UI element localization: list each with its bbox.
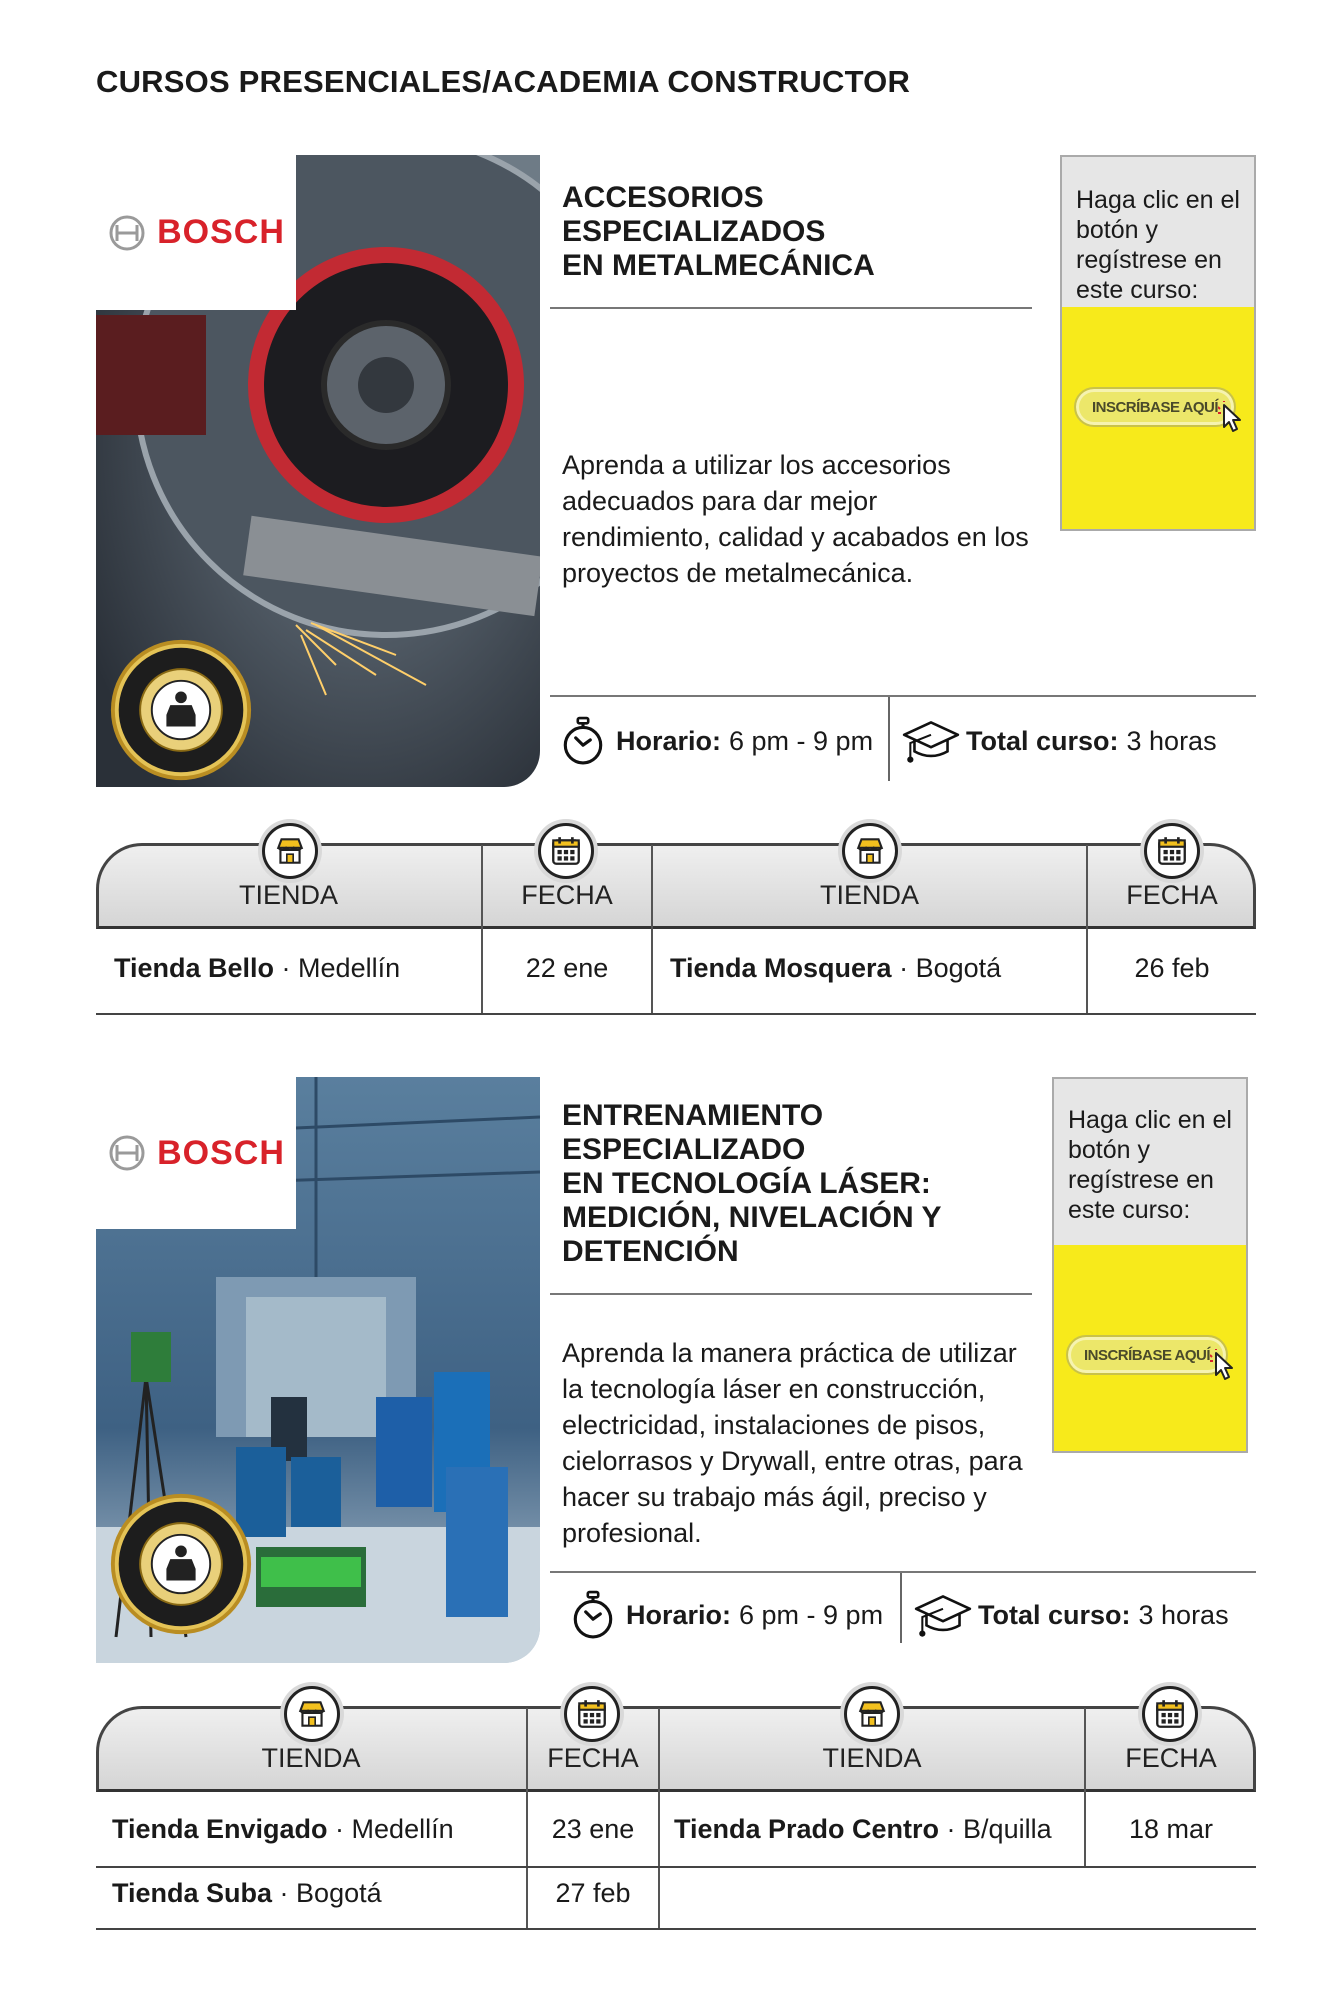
divider	[550, 307, 1032, 309]
column-header-date: FECHA	[1125, 1743, 1217, 1773]
course-photo-grinder	[96, 155, 540, 787]
course-card-2	[96, 1077, 1256, 1663]
column-header-store: TIENDA	[238, 880, 338, 910]
table-cell-store: Tienda Bello · Medellín	[114, 953, 401, 983]
column-header-store: TIENDA	[819, 880, 919, 910]
divider	[550, 695, 1256, 697]
store-icon	[842, 823, 898, 879]
table-cell-store: Tienda Prado Centro · B/quilla	[674, 1814, 1052, 1844]
calendar-icon	[1142, 1686, 1198, 1742]
certificate-badge	[108, 637, 254, 783]
table-cell-store: Tienda Mosquera · Bogotá	[670, 953, 1002, 983]
divider	[550, 1293, 1032, 1295]
bosch-emblem-icon	[107, 1133, 147, 1173]
calendar-icon	[1144, 823, 1200, 879]
bosch-logo: BOSCH	[96, 155, 296, 310]
calendar-icon	[538, 823, 594, 879]
column-header-store: TIENDA	[261, 1743, 361, 1773]
divider	[888, 697, 890, 781]
graduation-cap-icon	[912, 1590, 974, 1640]
course-info-1	[540, 155, 1029, 591]
store-icon	[262, 823, 318, 879]
table-cell-store: Tienda Envigado · Medellín	[112, 1814, 454, 1844]
schedule-table-1	[96, 843, 1256, 1015]
table-row-divider	[96, 1866, 1256, 1868]
register-button[interactable]: INSCRÍBASE AQUÍ	[1074, 387, 1236, 427]
pointer-cursor-icon	[1218, 401, 1248, 435]
table-cell-date: 22 ene	[525, 953, 609, 983]
divider	[550, 1571, 1256, 1573]
certificate-badge	[108, 1491, 254, 1637]
divider	[1086, 845, 1088, 1013]
registration-prompt: Haga clic en el botón y regístrese en este curso:	[1062, 157, 1254, 307]
table-cell-date: 27 feb	[555, 1878, 631, 1908]
course-title: ACCESORIOS ESPECIALIZADOS EN METALMECÁNICA	[562, 181, 875, 282]
schedule: Horario: 6 pm - 9 pm	[568, 1589, 883, 1641]
register-button[interactable]: INSCRÍBASE AQUÍ	[1066, 1335, 1228, 1375]
course-photo-laser-tools	[96, 1077, 540, 1663]
divider	[658, 1708, 660, 1930]
schedule-table-2	[96, 1706, 1256, 1930]
divider	[481, 845, 483, 1013]
column-header-date: FECHA	[547, 1743, 639, 1773]
course-description: Aprenda a utilizar los accesorios adecuados para dar mejor rendimiento, calidad y acabados en los proyectos de metalmecánica.	[562, 450, 1029, 588]
column-header-store: TIENDA	[822, 1743, 922, 1773]
table-cell-date: 18 mar	[1128, 1814, 1214, 1844]
divider	[651, 845, 653, 1013]
table-cell-date: 23 ene	[551, 1814, 635, 1844]
table-cell-store: Tienda Suba · Bogotá	[112, 1878, 382, 1908]
table-row-divider	[96, 1928, 1256, 1930]
page-title: CURSOS PRESENCIALES/ACADEMIA CONSTRUCTOR	[96, 64, 911, 99]
registration-box	[1052, 1077, 1248, 1453]
store-icon	[844, 1686, 900, 1742]
course-title: ENTRENAMIENTO ESPECIALIZADO EN TECNOLOGÍA LÁSER: MEDICIÓN, NIVELACIÓN Y DETENCIÓN	[562, 1099, 942, 1268]
table-cell-date: 26 feb	[1134, 953, 1210, 983]
table-row-divider	[96, 1013, 1256, 1015]
course-description: Aprenda la manera práctica de utilizar la tecnología láser en construcción, electricidad, instalaciones de pisos, cielorrasos y Drywall, entre otras, para hacer su trabajo más ágil, preciso y profesional.	[562, 1338, 1023, 1548]
graduation-cap-icon	[900, 716, 962, 766]
bosch-emblem-icon	[107, 213, 147, 253]
registration-prompt: Haga clic en el botón y regístrese en este curso:	[1054, 1079, 1246, 1245]
bosch-logo: BOSCH	[96, 1077, 296, 1229]
course-duration: Total curso: 3 horas	[900, 715, 1217, 767]
column-header-date: FECHA	[1126, 880, 1218, 910]
registration-box	[1060, 155, 1256, 531]
pointer-cursor-icon	[1210, 1349, 1240, 1383]
stopwatch-icon	[558, 716, 608, 766]
course-duration: Total curso: 3 horas	[912, 1589, 1229, 1641]
calendar-icon	[564, 1686, 620, 1742]
course-card-1	[96, 155, 1256, 787]
divider	[900, 1573, 902, 1643]
schedule: Horario: 6 pm - 9 pm	[558, 715, 873, 767]
stopwatch-icon	[568, 1590, 618, 1640]
column-header-date: FECHA	[521, 880, 613, 910]
store-icon	[284, 1686, 340, 1742]
course-info-2	[540, 1077, 1023, 1551]
